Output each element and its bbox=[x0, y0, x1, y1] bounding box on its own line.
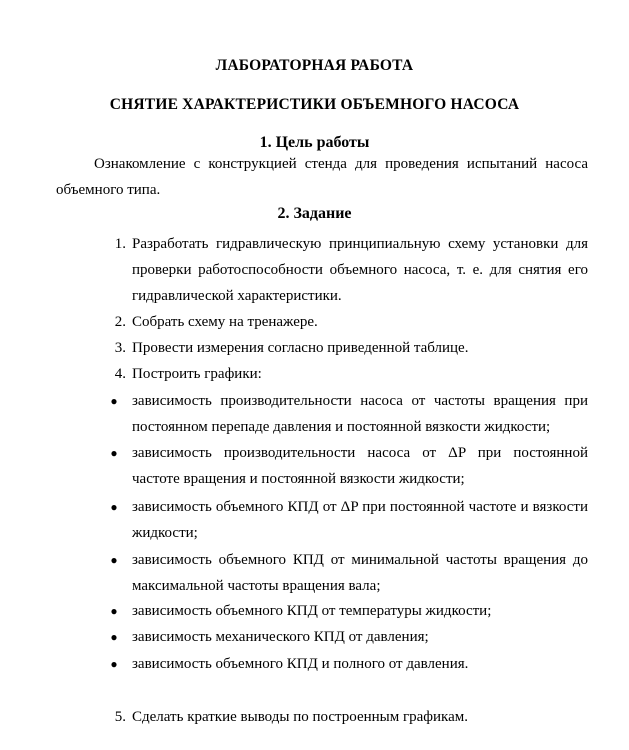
list-number: 1. bbox=[114, 236, 126, 252]
bullet-dot-icon: ● bbox=[110, 604, 118, 618]
bullet-item: зависимость производительности насоса от частоты вращения при постоянном перепаде давления и постоянной вязкости жидкости; bbox=[132, 393, 588, 435]
list-item: Разработать гидравлическую принципиальную схему установки для проверки работоспособности объемного насоса, т. е. для снятия его гидравлической характеристики. bbox=[132, 236, 588, 304]
list-item: Провести измерения согласно приведенной таблице. bbox=[132, 340, 469, 356]
bullet-item: зависимость механического КПД от давления; bbox=[132, 629, 429, 645]
list-number: 2. bbox=[114, 314, 126, 330]
bullet-item: зависимость производительности насоса от ΔP при постоянной частоте вращения и постоянной вязкости жидкости; bbox=[132, 445, 588, 487]
bullet-dot-icon: ● bbox=[110, 500, 118, 514]
list-number: 4. bbox=[114, 366, 126, 382]
list-item: Построить графики: bbox=[132, 366, 262, 382]
document-subtitle: СНЯТИЕ ХАРАКТЕРИСТИКИ ОБЪЕМНОГО НАСОСА bbox=[109, 96, 520, 113]
bullet-dot-icon: ● bbox=[110, 630, 118, 644]
goal-paragraph: Ознакомление с конструкцией стенда для проведения испытаний насоса объемного типа. bbox=[56, 156, 588, 198]
bullet-item: зависимость объемного КПД от температуры жидкости; bbox=[132, 603, 492, 619]
goal-heading: 1. Цель работы bbox=[259, 134, 370, 151]
list-item: Сделать краткие выводы по построенным графикам. bbox=[132, 709, 469, 725]
bullet-dot-icon: ● bbox=[110, 553, 118, 567]
bullet-item: зависимость объемного КПД от ΔP при постоянной частоте и вязкости жидкости; bbox=[132, 499, 588, 541]
document-title: ЛАБОРАТОРНАЯ РАБОТА bbox=[215, 57, 414, 74]
list-number: 5. bbox=[114, 709, 126, 725]
list-number: 3. bbox=[114, 340, 126, 356]
bullet-item: зависимость объемного КПД и полного от давления. bbox=[132, 656, 469, 672]
bullet-dot-icon: ● bbox=[110, 446, 118, 460]
task-heading: 2. Задание bbox=[277, 205, 352, 222]
list-item: Собрать схему на тренажере. bbox=[132, 314, 318, 330]
bullet-item: зависимость объемного КПД от минимальной частоты вращения до максимальной частоты вращения вала; bbox=[132, 552, 588, 594]
bullet-dot-icon: ● bbox=[110, 394, 118, 408]
bullet-dot-icon: ● bbox=[110, 657, 118, 671]
